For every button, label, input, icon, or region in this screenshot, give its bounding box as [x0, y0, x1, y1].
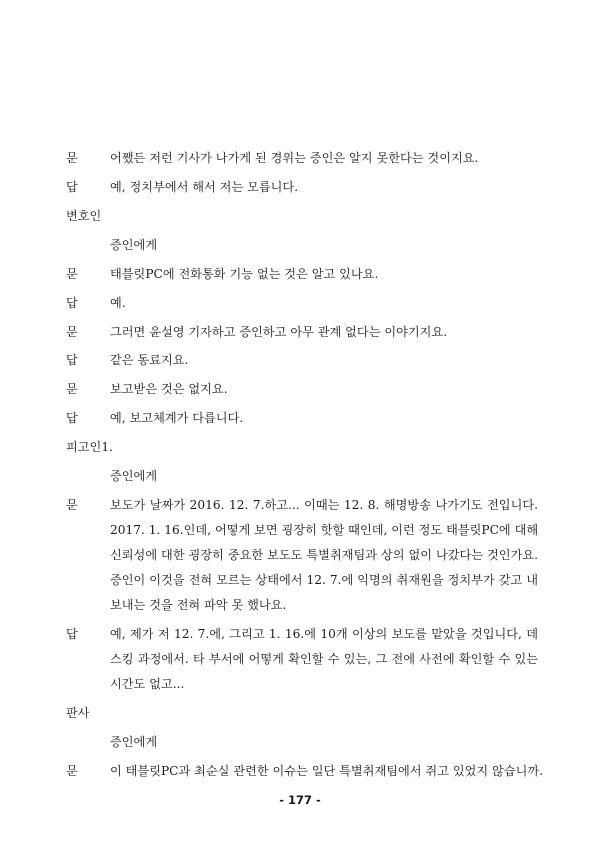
question-text-line: 신뢰성에 대한 굉장히 중요한 보도도 특별취재팀과 상의 없이 나갔다는 것인가요. [110, 548, 538, 562]
answer-marker: 답 [66, 627, 78, 641]
speaker-heading-defendant-1: 피고인1. [66, 440, 113, 454]
question-text-line: 보내는 것을 전혀 파악 못 했나요. [110, 598, 287, 612]
question-marker: 문 [66, 151, 78, 165]
question-text: 보고받은 것은 없지요. [110, 382, 228, 396]
addressee-label: 증인에게 [110, 735, 158, 749]
question-text-line: 2017. 1. 16.인데, 어떻게 보면 굉장히 핫할 때인데, 이런 정도 태블릿PC에 대해 [110, 523, 539, 537]
answer-text-line: 스킹 과정에서. 타 부서에 어떻게 확인할 수 있는, 그 전에 사전에 확인할 수 있는 [110, 652, 538, 666]
answer-text-line: 시간도 없고... [110, 677, 185, 691]
question-text-line: 보도가 날짜가 2016. 12. 7.하고... 이때는 12. 8. 해명방송 나가기도 전입니다. [110, 498, 538, 512]
question-text: 그러면 윤설영 기자하고 증인하고 아무 관계 없다는 이야기지요. [110, 325, 448, 339]
answer-marker: 답 [66, 411, 78, 425]
page-number: - 177 - [279, 793, 321, 807]
question-marker: 문 [66, 498, 78, 512]
question-text: 태블릿PC에 전화통화 기능 없는 것은 알고 있나요. [110, 267, 379, 281]
answer-text: 예, 정치부에서 해서 저는 모릅니다. [110, 180, 299, 194]
question-marker: 문 [66, 325, 78, 339]
question-text-line: 증인이 이것을 전혀 모르는 상태에서 12. 7.에 익명의 취재원을 정치부가 갖고 내 [110, 573, 538, 587]
answer-marker: 답 [66, 180, 78, 194]
question-text: 이 태블릿PC과 최순실 관련한 이슈는 일단 특별취재팀에서 쥐고 있었지 않습니까. [110, 764, 544, 778]
answer-text: 같은 동료지요. [110, 353, 189, 367]
question-marker: 문 [66, 267, 78, 281]
question-text: 어쨌든 저런 기사가 나가게 된 경위는 증인은 알지 못한다는 것이지요. [110, 151, 479, 165]
question-marker: 문 [66, 764, 78, 778]
addressee-label: 증인에게 [110, 238, 158, 252]
addressee-label: 증인에게 [110, 469, 158, 483]
answer-text-line: 예, 제가 저 12. 7.에, 그리고 1. 16.에 10개 이상의 보도를 맡았을 것입니다, 데 [110, 627, 538, 641]
answer-marker: 답 [66, 353, 78, 367]
speaker-heading-defense-counsel: 변호인 [66, 209, 102, 223]
answer-marker: 답 [66, 296, 78, 310]
question-marker: 문 [66, 382, 78, 396]
answer-text: 예. [110, 296, 126, 310]
speaker-heading-judge: 판사 [66, 706, 90, 720]
answer-text: 예, 보고체계가 다릅니다. [110, 411, 244, 425]
